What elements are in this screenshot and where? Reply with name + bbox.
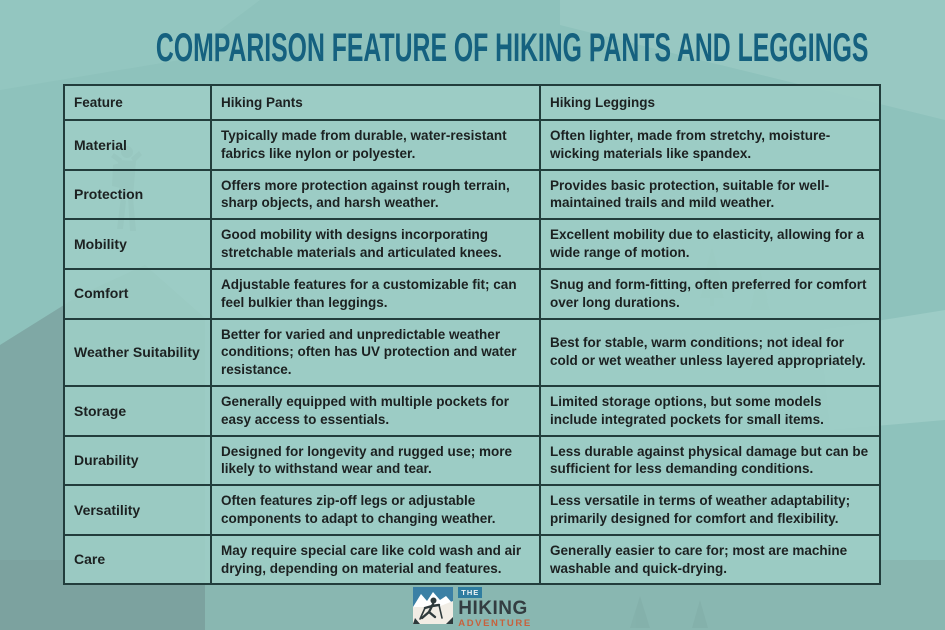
comparison-table [63,84,881,585]
logo-the-badge: THE [458,587,482,598]
feature-cell: Storage [64,386,211,436]
column-header-hiking-leggings: Hiking Leggings [540,85,880,120]
feature-cell: Durability [64,436,211,486]
table-row-material [64,120,880,170]
feature-cell: Care [64,535,211,585]
logo-hiking-text: HIKING [458,597,528,619]
leggings-cell: Snug and form-fitting, often preferred for comfort over long durations. [540,269,880,319]
pants-cell: Designed for longevity and rugged use; more likely to withstand wear and tear. [211,436,540,486]
mountain-hiker-icon [413,587,453,624]
feature-cell: Versatility [64,485,211,535]
leggings-cell: Often lighter, made from stretchy, moisture-wicking materials like spandex. [540,120,880,170]
pants-cell: Often features zip-off legs or adjustable components to adapt to changing weather. [211,485,540,535]
table-row-weather-suitability [64,319,880,386]
comparison-table-wrapper [63,84,881,585]
feature-cell: Weather Suitability [64,319,211,386]
page-title: COMPARISON FEATURE OF HIKING PANTS AND LEGGINGS [155,25,869,70]
leggings-cell: Best for stable, warm conditions; not ideal for cold or wet weather unless layered appropriately. [540,319,880,386]
pants-cell: Good mobility with designs incorporating stretchable materials and articulated knees. [211,219,540,269]
logo-text [458,587,532,628]
feature-cell: Comfort [64,269,211,319]
leggings-cell: Provides basic protection, suitable for well-maintained trails and mild weather. [540,170,880,220]
table-row-protection [64,170,880,220]
column-header-feature: Feature [64,85,211,120]
leggings-cell: Less versatile in terms of weather adaptability; primarily designed for comfort and flexibility. [540,485,880,535]
table-row-care [64,535,880,585]
table-row-mobility [64,219,880,269]
feature-cell: Material [64,120,211,170]
table-row-storage [64,386,880,436]
pants-cell: Better for varied and unpredictable weather conditions; often has UV protection and water resistance. [211,319,540,386]
feature-cell: Protection [64,170,211,220]
pants-cell: May require special care like cold wash and air drying, depending on material and features. [211,535,540,585]
feature-cell: Mobility [64,219,211,269]
logo-adventure-text: ADVENTURE [458,617,532,629]
table-row-comfort [64,269,880,319]
leggings-cell: Limited storage options, but some models include integrated pockets for small items. [540,386,880,436]
leggings-cell: Excellent mobility due to elasticity, allowing for a wide range of motion. [540,219,880,269]
table-row-versatility [64,485,880,535]
leggings-cell: Less durable against physical damage but can be sufficient for less demanding conditions. [540,436,880,486]
table-row-durability [64,436,880,486]
header-row [64,85,880,120]
pants-cell: Adjustable features for a customizable fit; can feel bulkier than leggings. [211,269,540,319]
leggings-cell: Generally easier to care for; most are machine washable and quick-drying. [540,535,880,585]
hiking-adventure-logo [0,587,945,628]
column-header-hiking-pants: Hiking Pants [211,85,540,120]
pants-cell: Generally equipped with multiple pockets for easy access to essentials. [211,386,540,436]
pants-cell: Typically made from durable, water-resistant fabrics like nylon or polyester. [211,120,540,170]
pants-cell: Offers more protection against rough terrain, sharp objects, and harsh weather. [211,170,540,220]
